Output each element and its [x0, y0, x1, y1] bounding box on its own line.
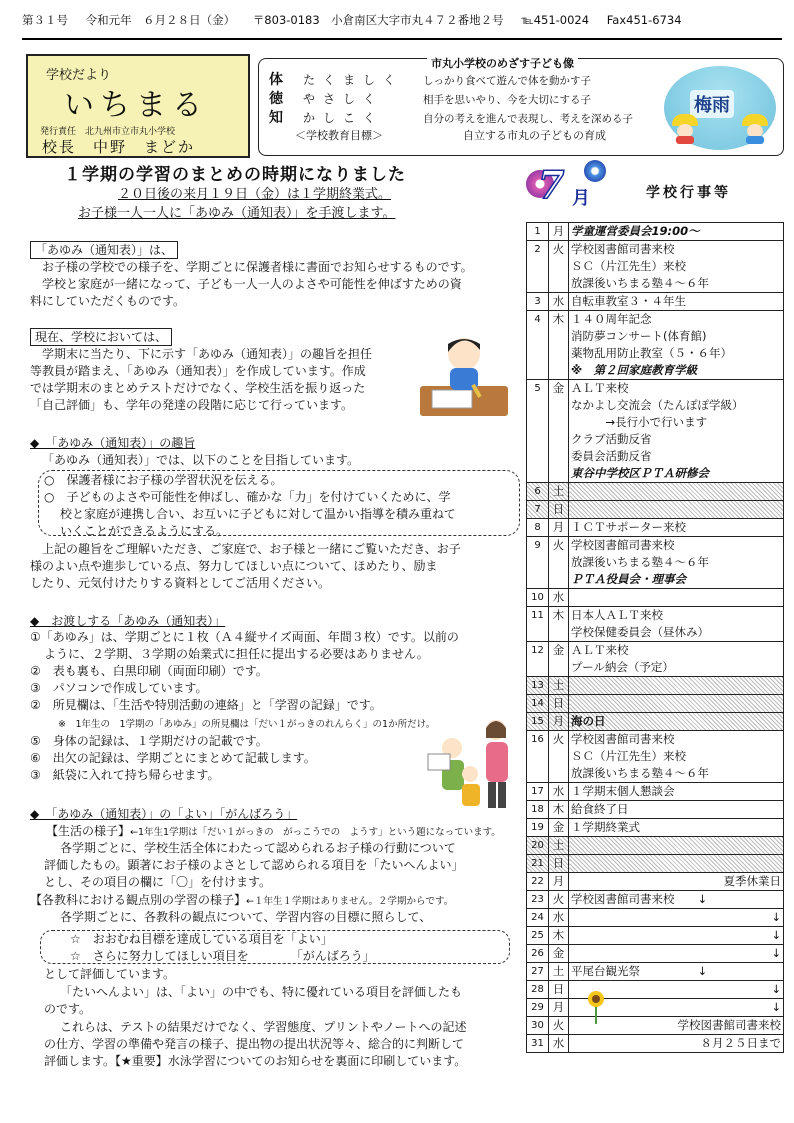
calendar-weekday: 金 — [549, 945, 569, 963]
calendar-weekday: 月 — [549, 999, 569, 1017]
motto-row — [269, 69, 591, 87]
calendar-event: 学校図書館司書来校 ↓ — [571, 892, 708, 906]
calendar-event — [571, 501, 781, 518]
calendar-event: なかよし交流会（たんぽぽ学級） — [571, 398, 744, 412]
calendar-events — [569, 909, 784, 927]
motto-row — [269, 107, 633, 125]
paragraph-line: 各学期ごとに、学校生活全体にわたって認められるお子様の行動について — [60, 841, 456, 855]
calendar-weekday: 土 — [549, 837, 569, 855]
calendar-row — [527, 695, 784, 713]
article-lead: ２０日後の来月１９日（金）は１学期終業式。 — [118, 187, 392, 202]
calendar-day: 8 — [527, 519, 549, 537]
calendar-day: 7 — [527, 501, 549, 519]
calendar-events — [569, 501, 784, 519]
motto-desc: 自分の考えを進んで表現し、考えを深める子 — [423, 113, 633, 125]
morning-glory-icon — [584, 160, 606, 182]
calendar-weekday: 木 — [549, 607, 569, 642]
calendar-weekday: 火 — [549, 241, 569, 293]
paragraph-line: 学期末に当たり、下に示す「あゆみ（通知表）」の趣旨を担任 — [42, 347, 373, 361]
paragraph-line: として評価しています。 — [44, 967, 176, 981]
calendar-row — [527, 783, 784, 801]
purpose-item: いくことができるようにする。 — [60, 524, 229, 538]
calendar-row — [527, 607, 784, 642]
school-fax: Fax451-6734 — [606, 13, 682, 27]
calendar-row — [527, 873, 784, 891]
purpose-item: 校と家庭が連携し合い、お互いに子どもに対して温かい指導を積み重ねて — [60, 507, 456, 521]
calendar-event — [571, 855, 781, 872]
calendar-row — [527, 945, 784, 963]
calendar-event: 平尾台観光祭 ↓ — [571, 964, 708, 978]
calendar-events — [569, 677, 784, 695]
calendar-day: 6 — [527, 483, 549, 501]
calendar-event: 学校図書館司書来校 — [677, 1018, 781, 1032]
calendar-row — [527, 380, 784, 483]
motto-word: やさしく — [303, 92, 384, 106]
calendar-event: ↓ — [771, 910, 781, 924]
paragraph-heading: 「あゆみ（通知表）」は、 — [30, 241, 522, 259]
calendar-weekday: 火 — [549, 1017, 569, 1035]
paragraph-line: お子様の学校での様子を、学期ごとに保護者様に書面でお知らせするものです。 — [42, 260, 473, 274]
calendar-weekday: 月 — [549, 713, 569, 731]
calendar-events — [569, 801, 784, 819]
calendar-day: 27 — [527, 963, 549, 981]
calendar-events — [569, 927, 784, 945]
calendar-event: 学校図書館司書来校 — [571, 538, 675, 552]
sunflower-icon — [586, 990, 606, 1024]
calendar-events — [569, 537, 784, 589]
section-heading: ◆ 「あゆみ（通知表）」の趣旨 — [30, 436, 196, 450]
calendar-row — [527, 1017, 784, 1035]
calendar-row — [527, 501, 784, 519]
calendar-event: 消防夢コンサート(体育館) — [571, 329, 707, 343]
article-title: １学期の学習のまとめの時期になりました — [64, 165, 406, 185]
calendar-events — [569, 519, 784, 537]
calendar-day: 11 — [527, 607, 549, 642]
calendar-row — [527, 241, 784, 293]
calendar-event: ↓ — [771, 946, 781, 960]
calendar-event: 放課後いちまる塾４～６年 — [571, 276, 709, 290]
motto-heading: 市丸小学校のめざす子ども像 — [427, 55, 578, 71]
calendar-day: 13 — [527, 677, 549, 695]
article-lead: お子様一人一人に「あゆみ（通知表）」を手渡します。 — [78, 206, 396, 221]
calendar-weekday: 日 — [549, 695, 569, 713]
calendar-header — [526, 160, 784, 222]
paragraph-line: 様のよい点や進歩している点、努力してほしい点について、ほめたり、励ま — [30, 559, 438, 573]
calendar-month-suffix: 月 — [572, 188, 590, 209]
paragraph-line: とし、その項目の欄に「〇」を付けます。 — [44, 875, 272, 889]
calendar-events — [569, 607, 784, 642]
calendar-weekday: 月 — [549, 223, 569, 241]
calendar-day: 3 — [527, 293, 549, 311]
calendar-row — [527, 855, 784, 873]
paragraph-line: 「たいへんよい」は、「よい」の中でも、特に優れている項目を評価したも — [60, 985, 463, 999]
calendar-events — [569, 293, 784, 311]
section-heading: ◆ お渡しする「あゆみ（通知表）」 — [30, 614, 226, 628]
calendar-row — [527, 1035, 784, 1053]
calendar-event: 給食終了日 — [571, 802, 629, 816]
calendar-day: 18 — [527, 801, 549, 819]
calendar-events — [569, 819, 784, 837]
calendar-events — [569, 695, 784, 713]
calendar-event: 委員会活動反省 — [571, 449, 652, 463]
calendar-day: 2 — [527, 241, 549, 293]
calendar-row — [527, 519, 784, 537]
masthead-title: いちまる — [64, 88, 208, 123]
calendar-day: 22 — [527, 873, 549, 891]
calendar-event: ＰＴＡ役員会・理事会 — [571, 572, 686, 586]
calendar-event: 学校図書館司書来校 — [571, 242, 675, 256]
paragraph-heading: 現在、学校においては、 — [30, 328, 522, 346]
calendar-events — [569, 642, 784, 677]
list-item: ② 表も裏も、白黒印刷（両面印刷）です。 — [30, 664, 268, 678]
motto-kanji: 徳 — [269, 91, 283, 107]
calendar-event: 自転車教室３・４年生 — [571, 294, 686, 308]
calendar-day: 15 — [527, 713, 549, 731]
list-item: ② 所見欄は、「生活や特別活動の連絡」と「学習の記録」です。 — [30, 698, 382, 712]
calendar-row — [527, 293, 784, 311]
calendar-weekday: 金 — [549, 642, 569, 677]
calendar-weekday: 火 — [549, 731, 569, 783]
calendar-event: プール納会（予定） — [571, 660, 674, 674]
issue-date: 令和元年 ６月２８日（金） — [85, 13, 236, 27]
list-item: ⑤ 身体の記録は、１学期だけの記載です。 — [30, 734, 268, 748]
calendar-day: 23 — [527, 891, 549, 909]
child-with-umbrella-icon — [742, 114, 768, 144]
calendar-weekday: 水 — [549, 783, 569, 801]
calendar-event — [571, 695, 781, 712]
calendar-day: 16 — [527, 731, 549, 783]
motto-word: かしこく — [303, 111, 384, 125]
paragraph-line: 評価したもの。顕著にお子様のよさとして認められる項目を「たいへんよい」 — [44, 858, 464, 872]
calendar-event: ↓ — [771, 1000, 781, 1014]
paragraph-line: 学校と家庭が一緒になって、子ども一人一人のよさや可能性を伸ばすための資 — [42, 277, 462, 291]
calendar-day: 12 — [527, 642, 549, 677]
calendar-day: 24 — [527, 909, 549, 927]
calendar-day: 30 — [527, 1017, 549, 1035]
calendar-event: 海の日 — [571, 714, 606, 728]
calendar-events — [569, 731, 784, 783]
calendar-day: 20 — [527, 837, 549, 855]
calendar-events — [569, 380, 784, 483]
paragraph-line: の仕方、学習の準備や発言の様子、提出物の提出状況等々、総合的に判断して — [44, 1037, 465, 1051]
calendar-events — [569, 241, 784, 293]
calendar-weekday: 火 — [549, 891, 569, 909]
calendar-weekday: 水 — [549, 589, 569, 607]
calendar-day: 31 — [527, 1035, 549, 1053]
calendar-day: 4 — [527, 311, 549, 380]
calendar-event: ＳＣ（片江先生）来校 — [571, 749, 686, 763]
calendar-event: ※ 第２回家庭教育学級 — [571, 363, 698, 377]
calendar-event: ↓ — [771, 928, 781, 942]
motto-row — [269, 88, 591, 106]
calendar-events — [569, 837, 784, 855]
calendar-event: 日本人ＡＬＴ来校 — [571, 608, 663, 622]
calendar-weekday: 金 — [549, 819, 569, 837]
calendar-events — [569, 223, 784, 241]
calendar-row — [527, 891, 784, 909]
calendar-event: 放課後いちまる塾４～６年 — [571, 555, 709, 569]
header-rule — [22, 38, 782, 40]
list-item: ③ パソコンで作成しています。 — [30, 681, 208, 695]
calendar-row — [527, 223, 784, 241]
calendar-row — [527, 801, 784, 819]
calendar-row — [527, 483, 784, 501]
calendar-day: 10 — [527, 589, 549, 607]
calendar-weekday: 火 — [549, 537, 569, 589]
events-calendar — [526, 222, 784, 1053]
calendar-row — [527, 642, 784, 677]
calendar-row — [527, 589, 784, 607]
calendar-row — [527, 981, 784, 999]
calendar-event: １４０周年記念 — [571, 312, 652, 326]
calendar-day: 5 — [527, 380, 549, 483]
calendar-row — [527, 909, 784, 927]
calendar-events — [569, 855, 784, 873]
calendar-event: 学校保健委員会（昼休み） — [571, 625, 709, 639]
calendar-row — [527, 713, 784, 731]
paragraph-line: 【生活の様子】←1年生1学期は「だい１がっきの がっこうでの ようす」という題になっています。 — [46, 824, 501, 838]
calendar-events — [569, 873, 784, 891]
list-item: ように、２学期、３学期の始業式に担任に提出する必要はありません。 — [44, 647, 429, 661]
paragraph-line: 料にしていただくものです。 — [30, 294, 186, 308]
calendar-month: 7 — [538, 162, 565, 207]
list-item: ③ 紙袋に入れて持ち帰らせます。 — [30, 768, 220, 782]
masthead-principal: 校長 中野 まどか — [42, 138, 196, 156]
calendar-row — [527, 819, 784, 837]
school-tel: ℡451-0024 — [521, 13, 590, 27]
calendar-weekday: 水 — [549, 909, 569, 927]
calendar-events — [569, 891, 784, 909]
calendar-events — [569, 483, 784, 501]
calendar-day: 1 — [527, 223, 549, 241]
calendar-event: ＩＣＴサポーター来校 — [571, 520, 686, 534]
calendar-weekday: 日 — [549, 855, 569, 873]
calendar-event: →長行小で行います — [571, 415, 708, 429]
calendar-event — [571, 589, 781, 606]
evaluation-item: ☆ おおむね目標を達成している項目を「よい」 — [70, 932, 333, 946]
motto-desc: しっかり食べて遊んで体を動かす子 — [423, 75, 591, 87]
motto-goal — [295, 127, 686, 143]
calendar-events — [569, 589, 784, 607]
calendar-event: 東谷中学校区ＰＴＡ研修会 — [571, 466, 709, 480]
calendar-day: 17 — [527, 783, 549, 801]
motto-goal-label: ＜学校教育目標＞ — [295, 129, 383, 142]
paragraph-line: のです。 — [44, 1002, 92, 1016]
calendar-weekday: 土 — [549, 677, 569, 695]
calendar-event: 放課後いちまる塾４～６年 — [571, 766, 709, 780]
masthead — [26, 54, 250, 158]
calendar-event: ＡＬＴ来校 — [571, 381, 629, 395]
calendar-event: 夏季休業日 — [723, 874, 781, 888]
calendar-weekday: 木 — [549, 801, 569, 819]
calendar-events — [569, 963, 784, 981]
calendar-row — [527, 731, 784, 783]
calendar-event: １学期末個人懇談会 — [571, 784, 675, 798]
child-with-umbrella-icon — [672, 114, 698, 144]
calendar-events — [569, 713, 784, 731]
calendar-event — [571, 677, 781, 694]
motto-desc: 相手を思いやり、今を大切にする子 — [423, 94, 591, 106]
calendar-day: 21 — [527, 855, 549, 873]
paragraph-line: では学期末のまとめテストだけでなく、学校生活を振り返った — [30, 381, 366, 395]
calendar-weekday: 日 — [549, 501, 569, 519]
motto-kanji: 知 — [269, 110, 283, 126]
studying-child-illustration — [416, 330, 512, 420]
issue-number: 第３１号 — [22, 13, 68, 27]
paragraph-line: 「自己評価」も、学年の発達の段階に応じて行っています。 — [30, 398, 354, 412]
calendar-title: 学校行事等 — [646, 185, 731, 201]
rainy-season-illustration — [664, 66, 776, 150]
calendar-day: 29 — [527, 999, 549, 1017]
paragraph-line: これらは、テストの結果だけでなく、学習態度、プリントやノートへの記述 — [60, 1020, 467, 1034]
calendar-event: ＳＣ（片江先生）来校 — [571, 259, 686, 273]
calendar-weekday: 木 — [549, 927, 569, 945]
paragraph-line: 各学期ごとに、各教科の観点について、学習内容の目標に照らして、 — [60, 910, 432, 924]
list-item: ⑥ 出欠の記録は、学期ごとにまとめて記載します。 — [30, 751, 316, 765]
motto-goal-text: 自立する市丸の子どもの育成 — [463, 129, 606, 142]
purpose-item: ○ 保護者様にお子様の学習状況を伝える。 — [44, 473, 283, 487]
calendar-weekday: 土 — [549, 483, 569, 501]
list-note: ※ 1年生の 1学期の「あゆみ」の所見欄は「だい１がっきのれんらく」の1か所だけ。 — [58, 719, 436, 730]
calendar-weekday: 金 — [549, 380, 569, 483]
family-reading-illustration — [422, 714, 522, 814]
calendar-day: 14 — [527, 695, 549, 713]
calendar-event: ↓ — [771, 982, 781, 996]
calendar-event: 学校図書館司書来校 — [571, 732, 675, 746]
calendar-event: 学童運営委員会19:00～ — [571, 224, 700, 238]
paragraph-line: 上記の趣旨をご理解いただき、ご家庭で、お子様と一緒にご覧いただき、お子 — [42, 542, 461, 556]
calendar-weekday: 月 — [549, 873, 569, 891]
paragraph-line: したり、元気付けたりする資料としてご活用ください。 — [30, 576, 331, 590]
masthead-publisher: 発行責任 北九州市立市丸小学校 — [40, 127, 176, 137]
calendar-events — [569, 1035, 784, 1053]
calendar-row — [527, 927, 784, 945]
calendar-event: 薬物乱用防止教室（５・６年） — [571, 346, 732, 360]
school-address: 〒803-0183 小倉南区大字市丸４７２番地２号 — [252, 13, 504, 27]
header-line — [22, 12, 782, 34]
evaluation-item: ☆ さらに努力してほしい項目を 「がんばろう」 — [70, 949, 375, 963]
section-heading: ◆ 「あゆみ（通知表）」の「よい」「がんばろう」 — [30, 807, 298, 821]
calendar-weekday: 日 — [549, 981, 569, 999]
calendar-events — [569, 783, 784, 801]
rainy-season-label: 梅雨 — [690, 90, 734, 118]
calendar-weekday: 土 — [549, 963, 569, 981]
calendar-weekday: 木 — [549, 311, 569, 380]
calendar-day: 28 — [527, 981, 549, 999]
paragraph-line: 評価します。【★重要】水泳学習についてのお知らせを裏面に印刷しています。 — [44, 1054, 467, 1068]
calendar-event: １学期終業式 — [571, 820, 640, 834]
purpose-item: ○ 子どものよさや可能性を伸ばし、確かな「力」を付けていくために、学 — [44, 490, 451, 504]
calendar-event — [571, 483, 781, 500]
calendar-weekday: 水 — [549, 293, 569, 311]
calendar-day: 9 — [527, 537, 549, 589]
calendar-row — [527, 999, 784, 1017]
calendar-weekday: 水 — [549, 1035, 569, 1053]
paragraph-line: 等教員が踏まえ、「あゆみ（通知表）」を作成しています。作成 — [30, 364, 366, 378]
calendar-row — [527, 963, 784, 981]
calendar-event: ＡＬＴ来校 — [571, 643, 629, 657]
calendar-events — [569, 311, 784, 380]
list-item: ①「あゆみ」は、学期ごとに１枚（Ａ４縦サイズ両面、年間３枚）です。以前の — [30, 630, 459, 644]
calendar-weekday: 月 — [549, 519, 569, 537]
motto-kanji: 体 — [269, 72, 283, 88]
calendar-event — [571, 837, 781, 854]
calendar-row — [527, 837, 784, 855]
paragraph-line: 【各教科における観点別の学習の様子】←１年生１学期はありません。２学期からです。 — [30, 893, 454, 907]
calendar-row — [527, 537, 784, 589]
calendar-events — [569, 945, 784, 963]
masthead-subtitle: 学校だより — [46, 68, 112, 83]
calendar-event: クラブ活動反省 — [571, 432, 652, 446]
calendar-event: ８月２５日まで — [700, 1036, 781, 1050]
calendar-row — [527, 677, 784, 695]
paragraph-line: 「あゆみ（通知表）」では、以下のことを目指しています。 — [42, 453, 360, 467]
calendar-row — [527, 311, 784, 380]
calendar-day: 19 — [527, 819, 549, 837]
calendar-day: 25 — [527, 927, 549, 945]
motto-word: たくましく — [303, 73, 404, 87]
calendar-day: 26 — [527, 945, 549, 963]
